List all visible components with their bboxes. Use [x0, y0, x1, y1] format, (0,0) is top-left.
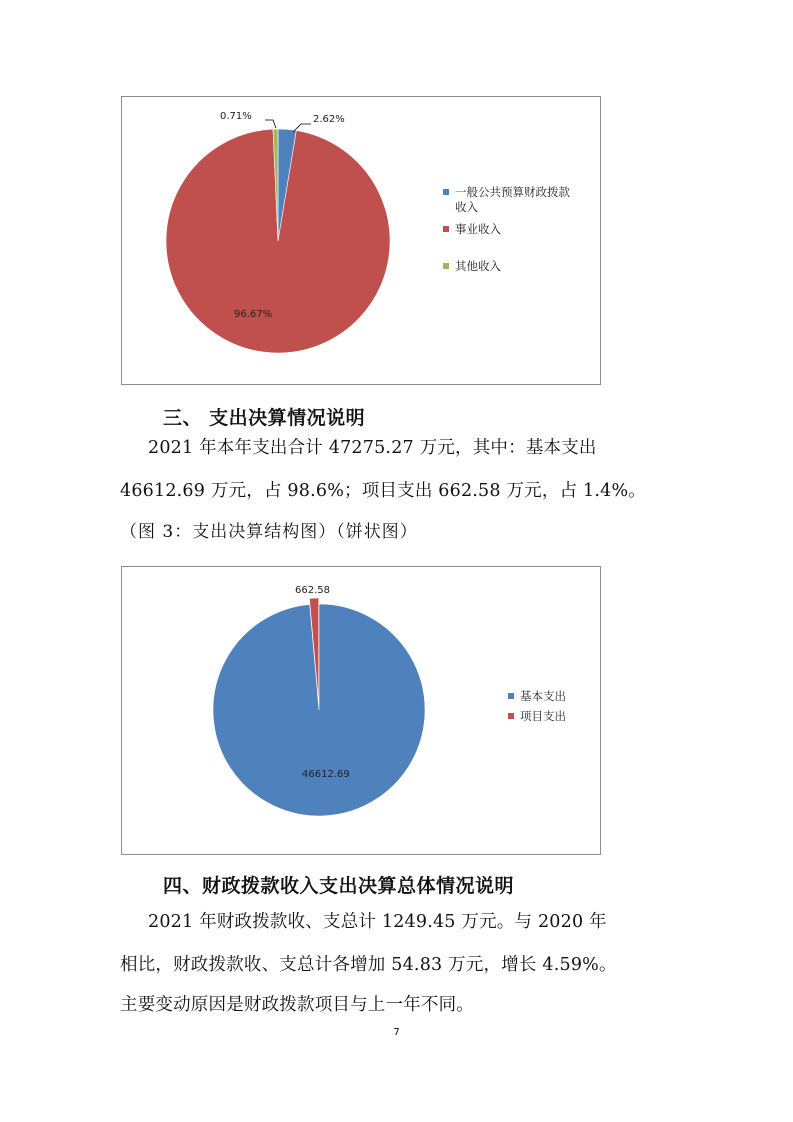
legend-label-other: 其他收入 — [455, 259, 501, 273]
legend-label-project: 项目支出 — [520, 709, 566, 723]
legend-item-fiscal — [443, 185, 593, 215]
section4-para-line2: 相比，财政拨款收、支总计各增加 54.83 万元，增长 4.59%。 — [120, 955, 617, 975]
data-label-1: 96.67% — [234, 309, 273, 320]
legend-label-fiscal-line1: 一般公共预算财政拨款 — [455, 185, 570, 199]
section4-para-line1: 2021 年财政拨款收、支总计 1249.45 万元。与 2020 年 — [148, 912, 607, 932]
legend-swatch-fiscal — [443, 189, 449, 195]
revenue-legend — [443, 185, 593, 296]
legend-swatch-project — [508, 713, 514, 719]
leader-line-2 — [265, 120, 276, 128]
section4-heading: 四、财政拨款收入支出决算总体情况说明 — [163, 875, 515, 897]
figure3-caption: （图 3：支出决算结构图）（饼状图） — [120, 522, 418, 542]
section4-para-line3: 主要变动原因是财政拨款项目与上一年不同。 — [120, 995, 474, 1015]
expenditure-pie-chart — [121, 566, 601, 855]
page-number: 7 — [393, 1027, 400, 1038]
data-label-0: 46612.69 — [302, 769, 350, 780]
legend-swatch-other — [443, 263, 449, 269]
data-label-0: 2.62% — [313, 114, 345, 125]
expenditure-legend — [508, 689, 598, 729]
legend-item-business — [443, 222, 593, 237]
legend-swatch-business — [443, 226, 449, 232]
section3-para-line2: 46612.69 万元，占 98.6%；项目支出 662.58 万元，占 1.4%。 — [120, 481, 646, 501]
legend-label-business: 事业收入 — [455, 222, 501, 236]
legend-item-other — [443, 259, 593, 274]
section3-para-line1: 2021 年本年支出合计 47275.27 万元，其中：基本支出 — [148, 438, 597, 458]
data-label-1: 662.58 — [295, 585, 330, 596]
section3-heading: 三、 支出决算情况说明 — [163, 407, 366, 429]
legend-label-fiscal-line2: 收入 — [455, 200, 478, 214]
legend-item-project — [508, 709, 598, 724]
revenue-pie-chart — [121, 96, 601, 385]
legend-item-basic — [508, 689, 598, 704]
legend-swatch-basic — [508, 693, 514, 699]
legend-label-basic: 基本支出 — [520, 689, 566, 703]
data-label-2: 0.71% — [220, 111, 252, 122]
